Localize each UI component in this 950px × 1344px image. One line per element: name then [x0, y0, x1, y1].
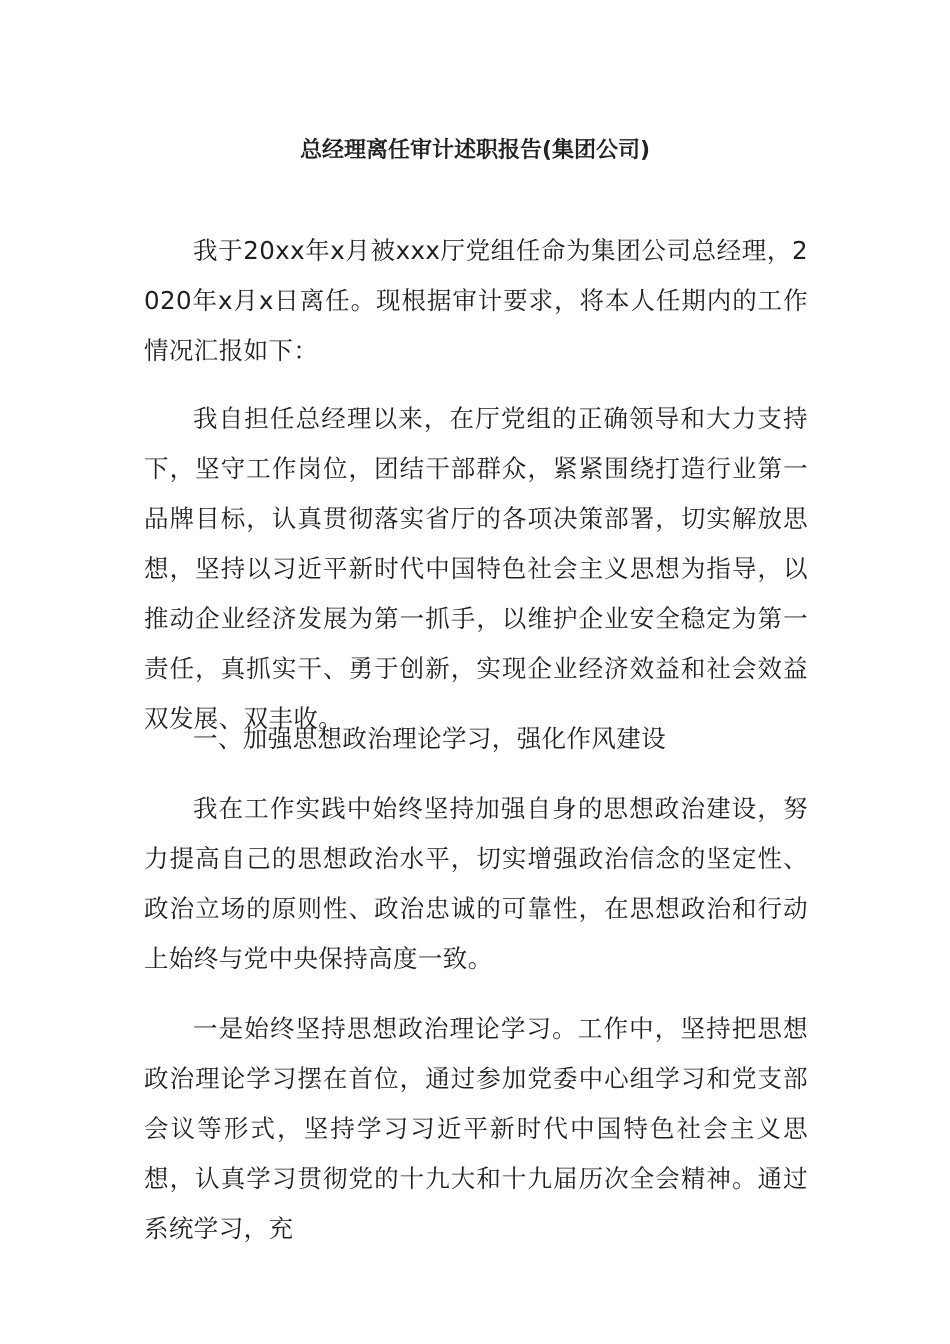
section-heading-1: 一、加强思想政治理论学习，强化作风建设 — [193, 724, 667, 753]
paragraph-political-building: 我在工作实践中始终坚持加强自身的思想政治建设，努力提高自己的思想政治水平，切实增强政治信念的坚定性、政治立场的原则性、政治忠诚的可靠性，在思想政治和行动上始终与党中央保持高度一致。 — [144, 794, 808, 973]
document-title: 总经理离任审计述职报告(集团公司) — [299, 138, 651, 163]
paragraph-theory-study: 一是始终坚持思想政治理论学习。工作中，坚持把思想政治理论学习摆在首位，通过参加党委中心组学习和党支部会议等形式，坚持学习习近平新时代中国特色社会主义思想，认真学习贯彻党的十九大和十九届历次全会精神。通过系统学习，充 — [144, 1014, 808, 1243]
paragraph-overview: 我自担任总经理以来，在厅党组的正确领导和大力支持下，坚守工作岗位，团结干部群众，紧紧围绕打造行业第一品牌目标，认真贯彻落实省厅的各项决策部署，切实解放思想，坚持以习近平新时代中国特色社会主义思想为指导，以推动企业经济发展为第一抓手，以维护企业安全稳定为第一责任，真抓实干、勇于创新，实现企业经济效益和社会效益双发展、双丰收。 — [144, 404, 808, 733]
paragraph-appointment: 我于20xx年x月被xxx厅党组任命为集团公司总经理，2020年x月x日离任。现根据审计要求，将本人任期内的工作情况汇报如下： — [144, 236, 808, 365]
